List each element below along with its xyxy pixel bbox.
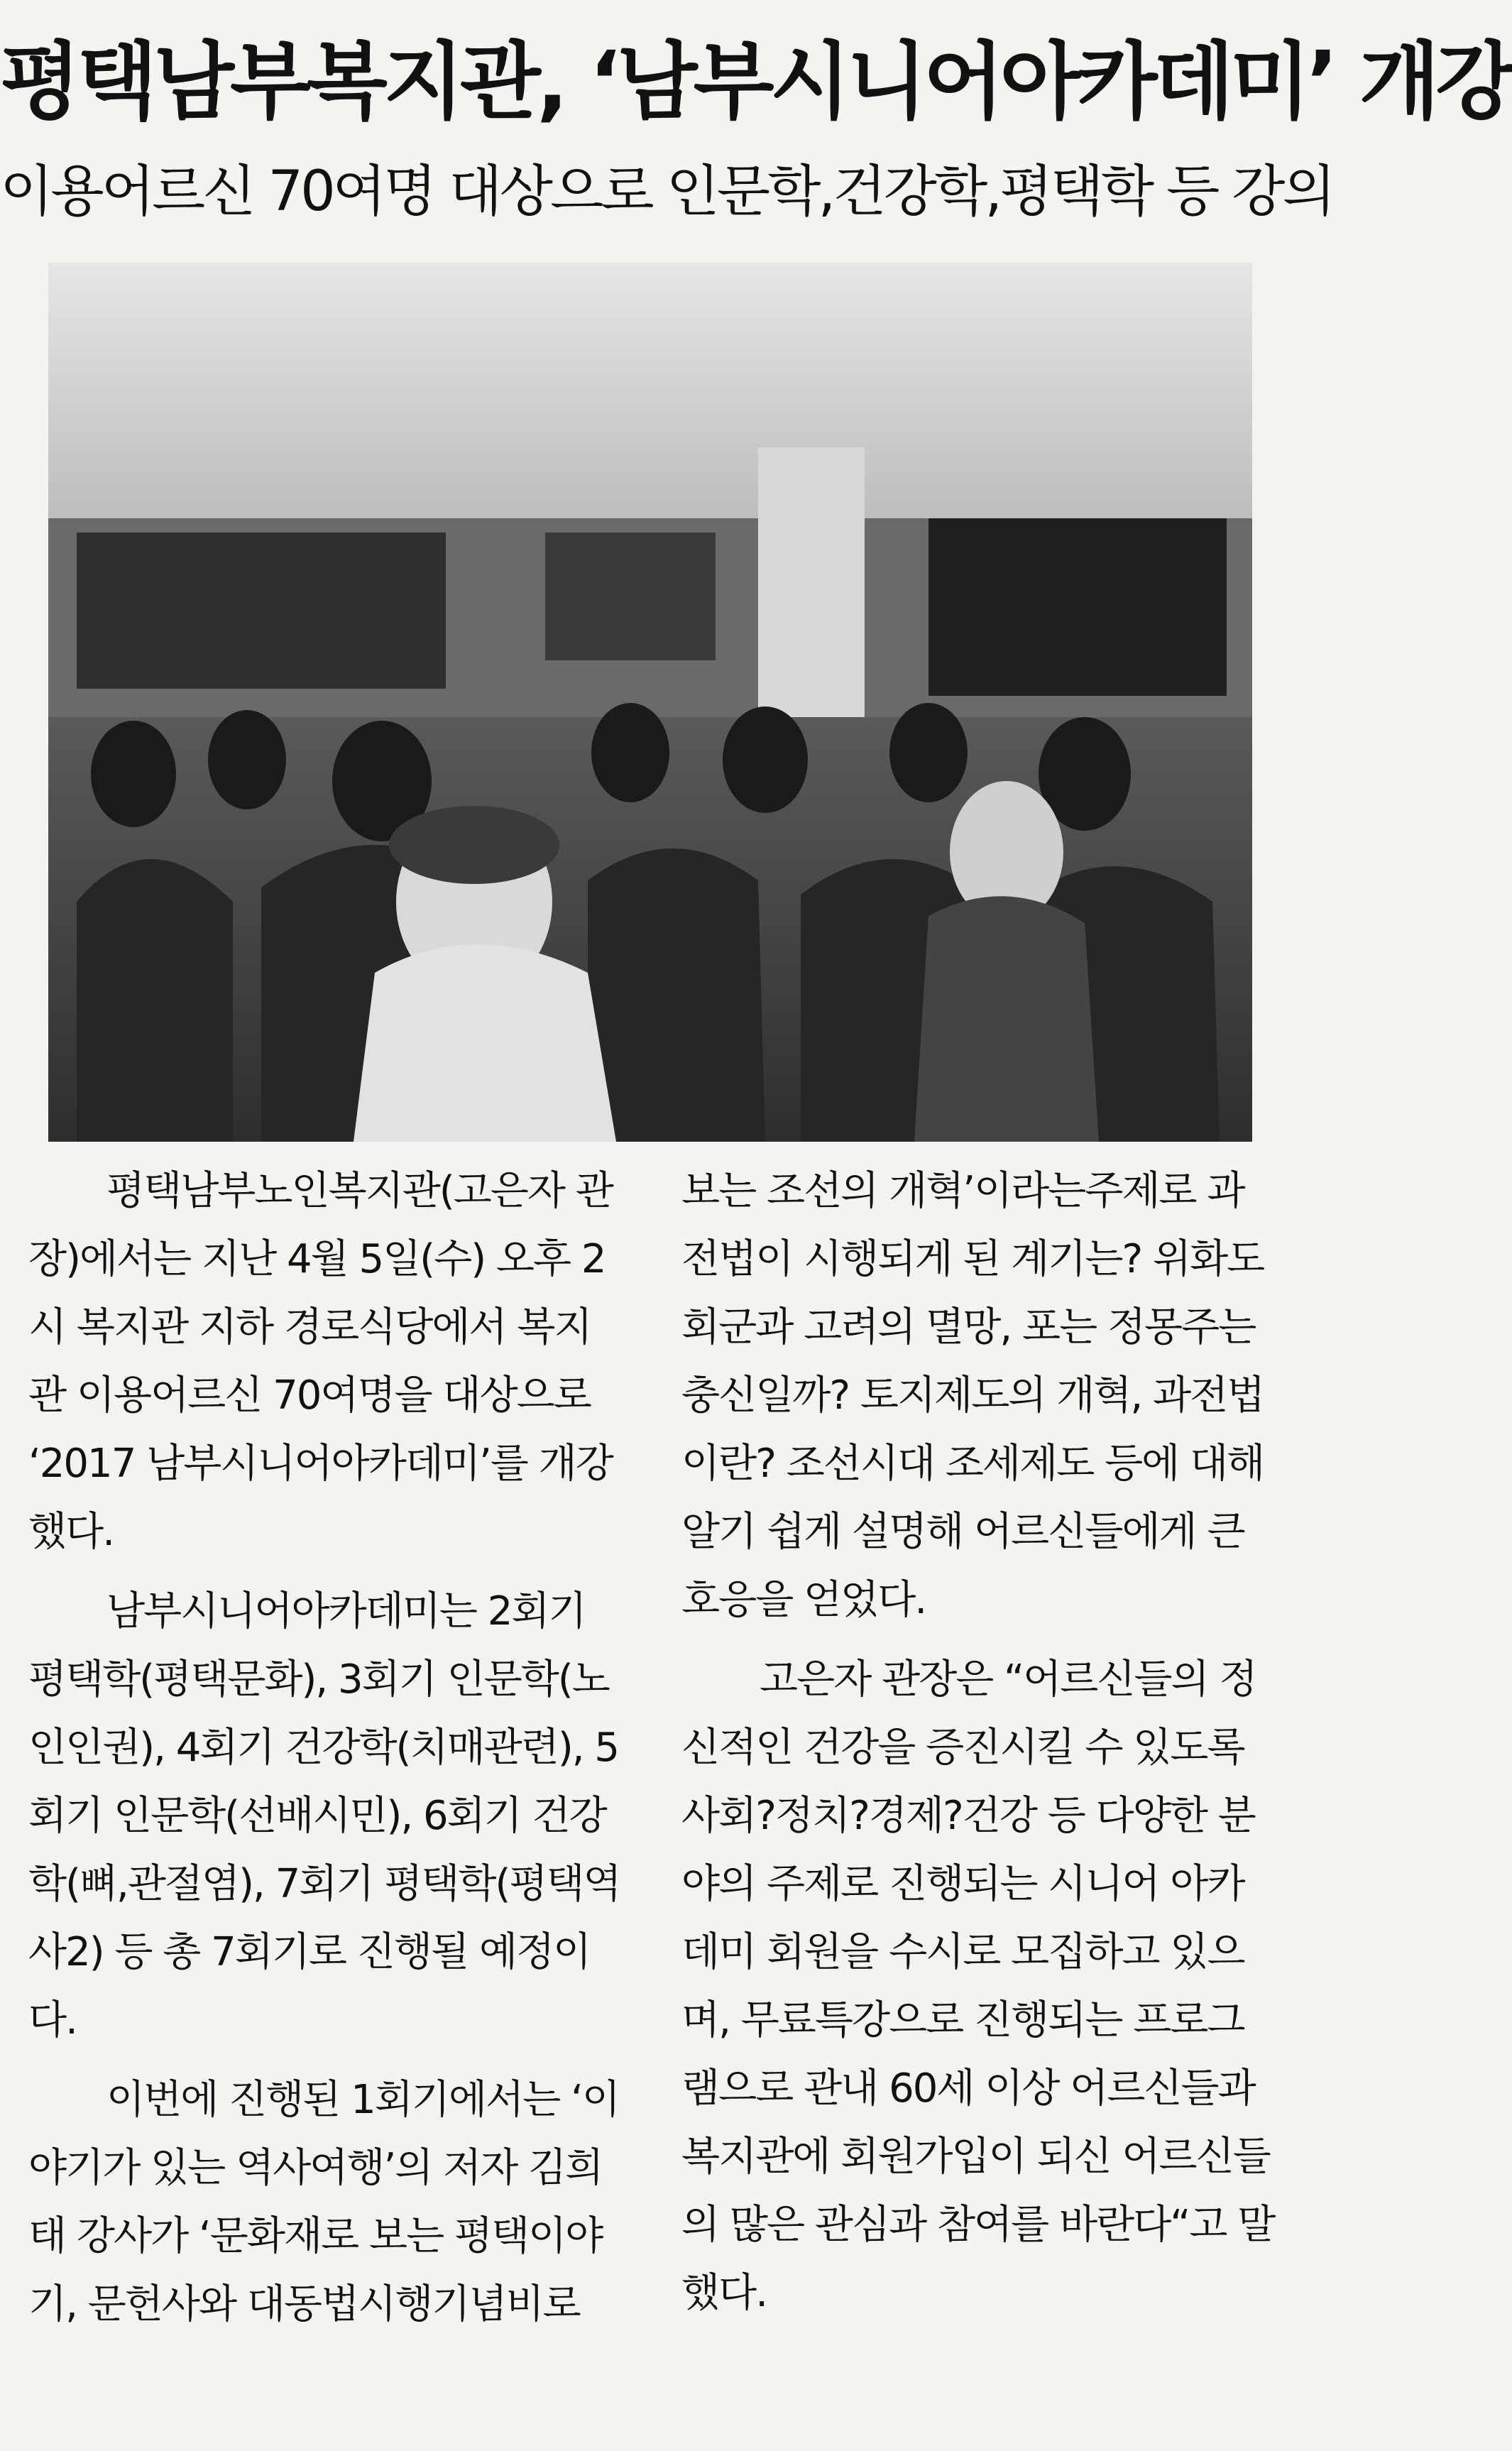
article-body-right-column (681, 1157, 1278, 2339)
body-paragraph: 보는 조선의 개혁’이라는주제로 과전법이 시행되게 된 계기는? 위화도 회군과 고려의 멸망, 포는 정몽주는 충신일까? 토지제도의 개혁, 과전법이란? 조선시대 조세제도 등에 대해 알기 쉽게 설명해 어르신들에게 큰 호응을 얻었다. (681, 1168, 1264, 1623)
headline: 평택남부복지관, ‘남부시니어아카데미’ 개강 (0, 33, 1512, 131)
body-paragraph: 평택남부노인복지관(고은자 관장)에서는 지난 4월 5일(수) 오후 2시 복지관 지하 경로식당에서 복지관 이용어르신 70여명을 대상으로 ‘2017 남부시니어아카데미’를 개강했다. (28, 1168, 613, 1555)
body-paragraph: 남부시니어아카데미는 2회기 평택학(평택문화), 3회기 인문학(노인인권), 4회기 건강학(치매관련), 5회기 인문학(선배시민), 6회기 건강학(뼈,관절염), 7회기 평택학(평택역사2) 등 총 7회기로 진행될 예정이다. (28, 1588, 620, 2043)
article-body-left-column (28, 1157, 625, 2350)
news-photo (48, 263, 1252, 1142)
body-paragraph: 고은자 관장은 “어르신들의 정신적인 건강을 증진시킬 수 있도록 사회?정치?경제?건강 등 다양한 분야의 주제로 진행되는 시니어 아카데미 회원을 수시로 모집하고 있으며, 무료특강으로 진행되는 프로그램으로 관내 60세 이상 어르신들과 복지관에 회원가입이 되신 어르신들의 많은 관심과 참여를 바란다“고 말했다. (681, 1656, 1275, 2316)
subheadline: 이용어르신 70여명 대상으로 인문학,건강학,평택학 등 강의 (0, 160, 1333, 224)
body-paragraph: 이번에 진행된 1회기에서는 ‘이야기가 있는 역사여행’의 저자 김희태 강사가 ‘문화재로 보는 평택이야기, 문헌사와 대동법시행기념비로 (28, 2077, 619, 2327)
